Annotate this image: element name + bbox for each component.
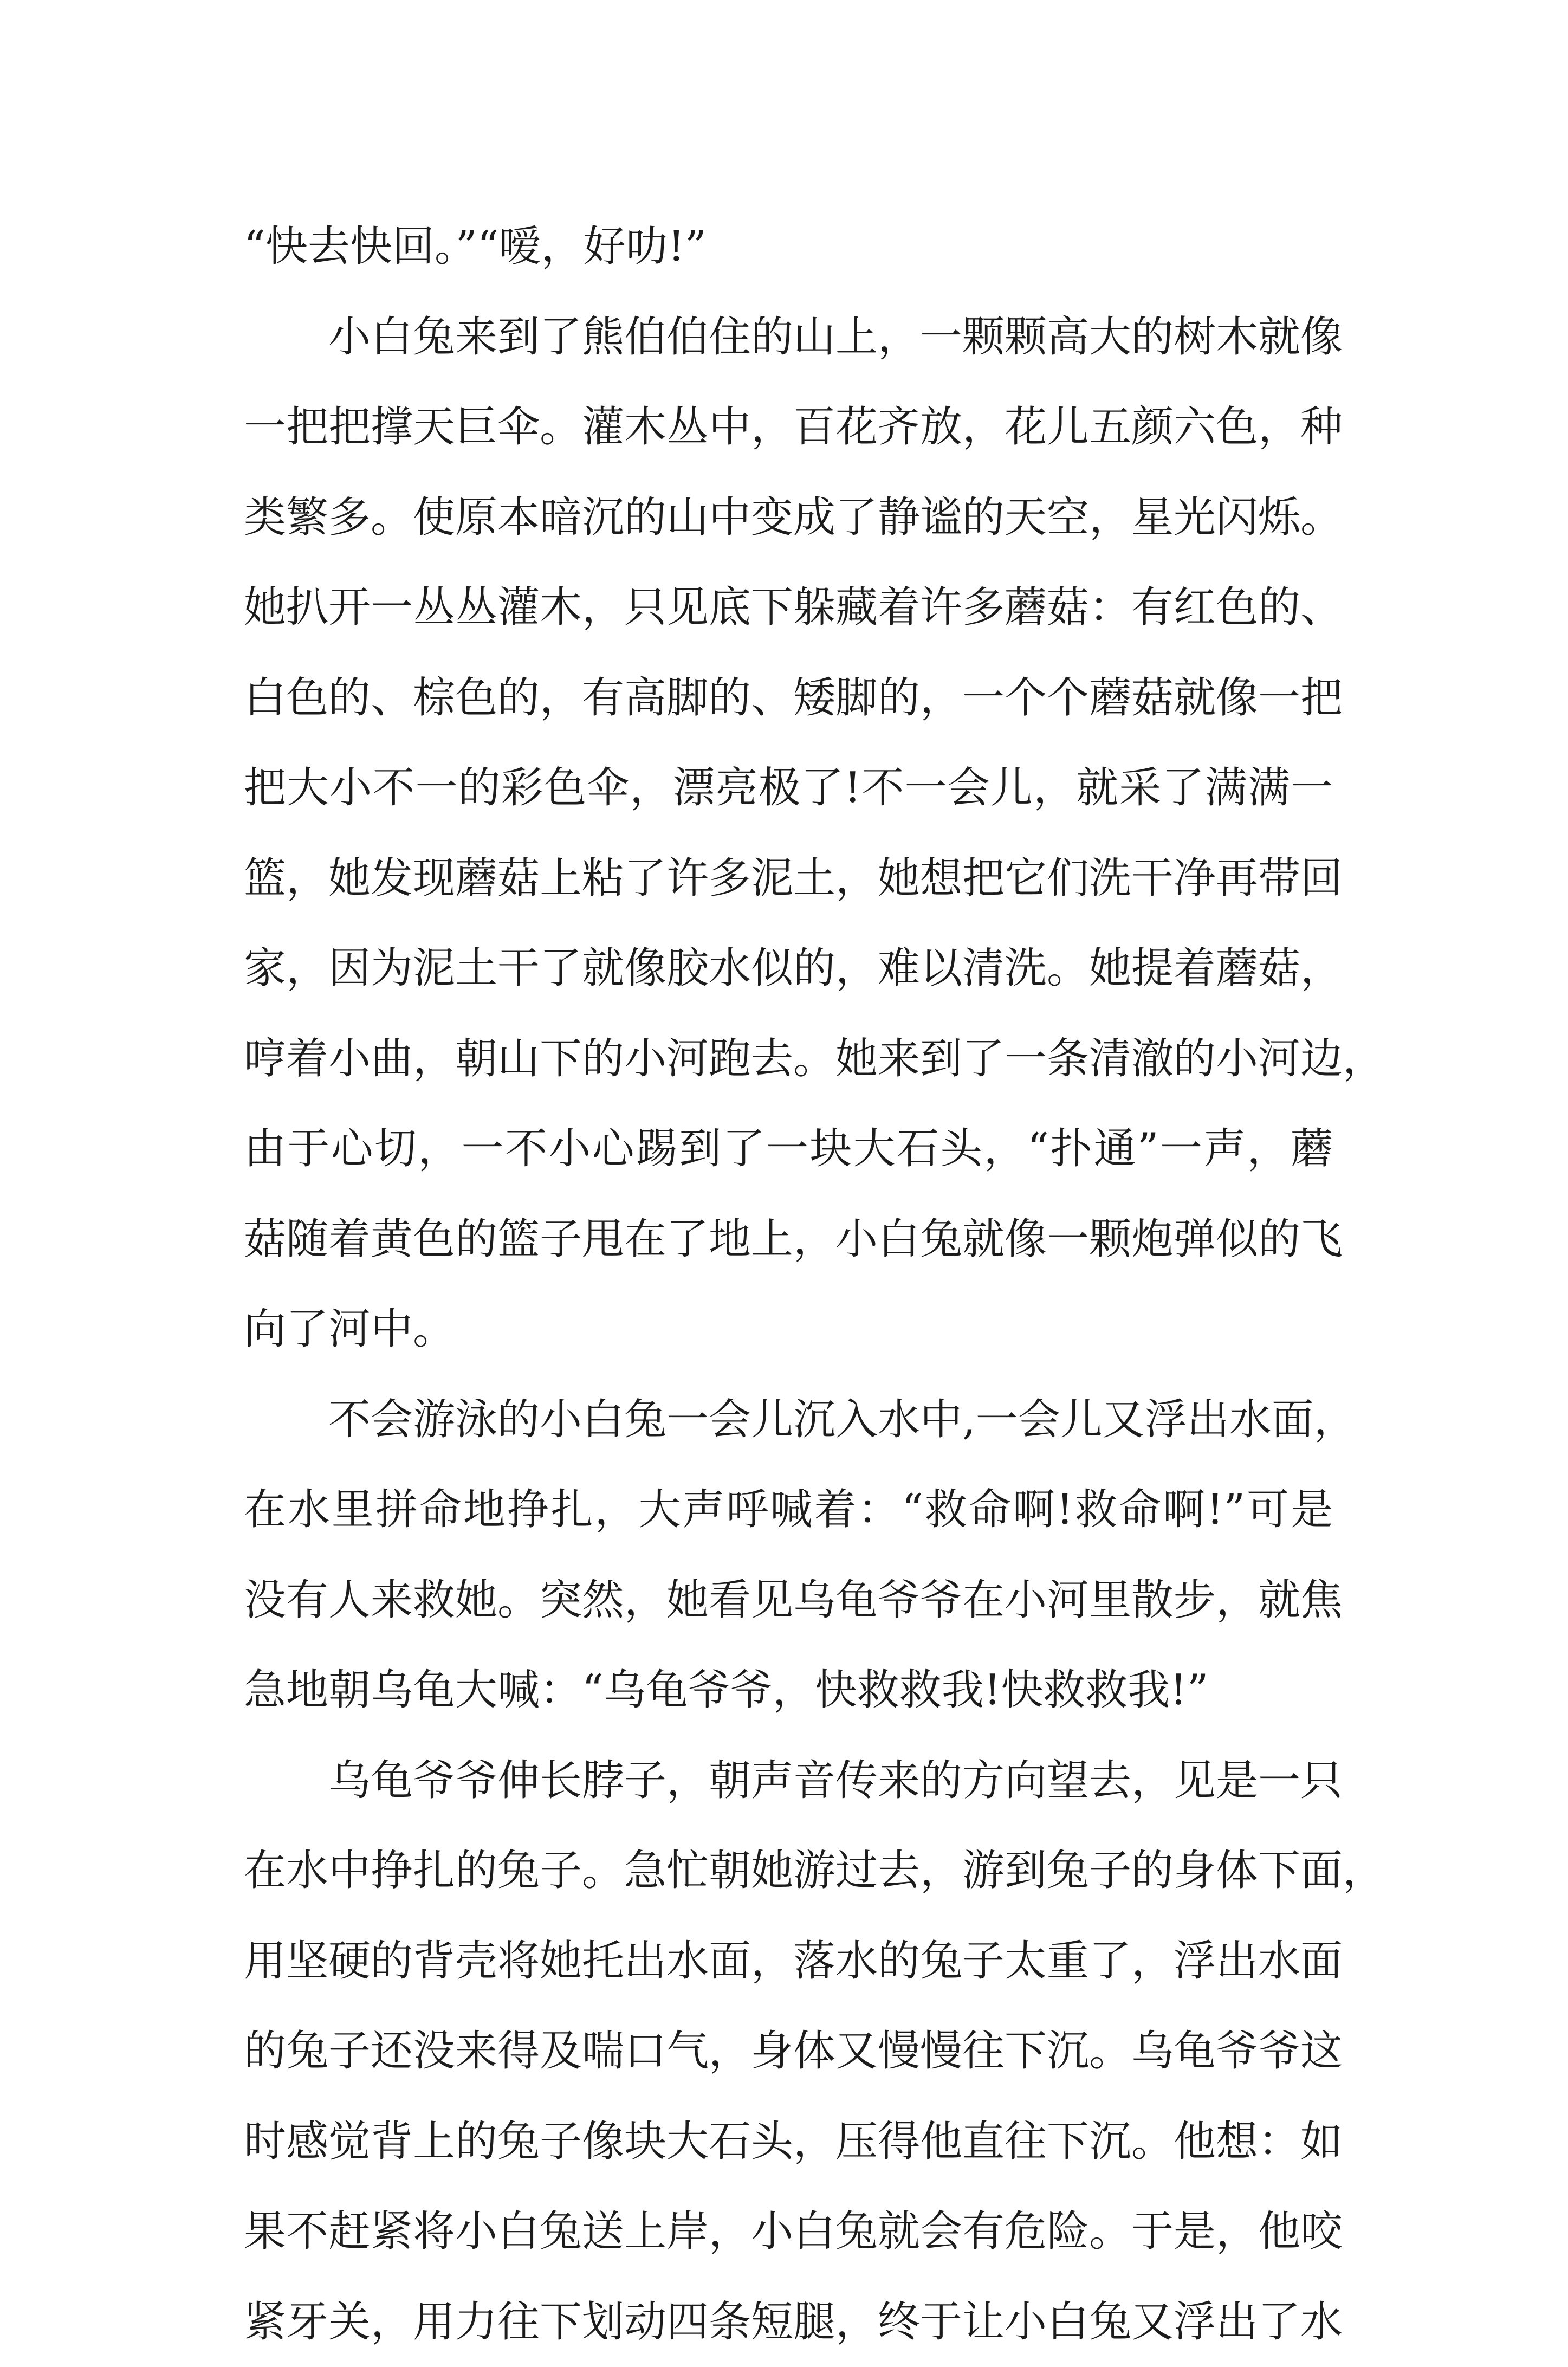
- text-line: 哼着小曲，朝山下的小河跑去。她来到了一条清澈的小河边，: [244, 1014, 1333, 1104]
- text-line: 把大小不一的彩色伞，漂亮极了!不一会儿，就采了满满一: [244, 743, 1333, 833]
- text-line: 在水中挣扎的兔子。急忙朝她游过去，游到兔子的身体下面，: [244, 1826, 1333, 1916]
- text-line: 白色的、棕色的，有高脚的、矮脚的，一个个蘑菇就像一把: [244, 653, 1333, 743]
- text-line: 乌龟爷爷伸长脖子，朝声音传来的方向望去，见是一只: [244, 1736, 1333, 1826]
- text-line: “快去快回。”“嗳，好叻!”: [244, 202, 1333, 292]
- text-line: 不会游泳的小白兔一会儿沉入水中,一会儿又浮出水面，: [244, 1375, 1333, 1465]
- text-line: 小白兔来到了熊伯伯住的山上，一颗颗高大的树木就像: [244, 292, 1333, 383]
- text-line: 家，因为泥土干了就像胶水似的，难以清洗。她提着蘑菇，: [244, 923, 1333, 1014]
- text-line: 一把把撑天巨伞。灌木丛中，百花齐放，花儿五颜六色，种: [244, 382, 1333, 473]
- text-line: 她扒开一丛丛灌木，只见底下躲藏着许多蘑菇：有红色的、: [244, 562, 1333, 653]
- text-line: 用坚硬的背壳将她托出水面，落水的兔子太重了，浮出水面: [244, 1916, 1333, 2007]
- text-line: 由于心切，一不小心踢到了一块大石头，“扑通”一声，蘑: [244, 1104, 1333, 1194]
- text-line: 菇随着黄色的篮子甩在了地上，小白兔就像一颗炮弹似的飞: [244, 1194, 1333, 1285]
- text-line: 急地朝乌龟大喊：“乌龟爷爷，快救救我!快救救我!”: [244, 1645, 1333, 1736]
- text-line: 果不赶紧将小白兔送上岸，小白兔就会有危险。于是，他咬: [244, 2187, 1333, 2277]
- story-text: [244, 202, 1333, 2367]
- text-line: 在水里拼命地挣扎，大声呼喊着：“救命啊!救命啊!”可是: [244, 1465, 1333, 1555]
- text-line: 紧牙关，用力往下划动四条短腿，终于让小白兔又浮出了水: [244, 2277, 1333, 2367]
- text-line: 时感觉背上的兔子像块大石头，压得他直往下沉。他想：如: [244, 2097, 1333, 2187]
- text-line: 类繁多。使原本暗沉的山中变成了静谧的天空，星光闪烁。: [244, 473, 1333, 563]
- text-line: 没有人来救她。突然，她看见乌龟爷爷在小河里散步，就焦: [244, 1555, 1333, 1646]
- text-line: 篮，她发现蘑菇上粘了许多泥土，她想把它们洗干净再带回: [244, 833, 1333, 924]
- text-line: 的兔子还没来得及喘口气，身体又慢慢往下沉。乌龟爷爷这: [244, 2006, 1333, 2097]
- text-line: 向了河中。: [244, 1284, 1333, 1375]
